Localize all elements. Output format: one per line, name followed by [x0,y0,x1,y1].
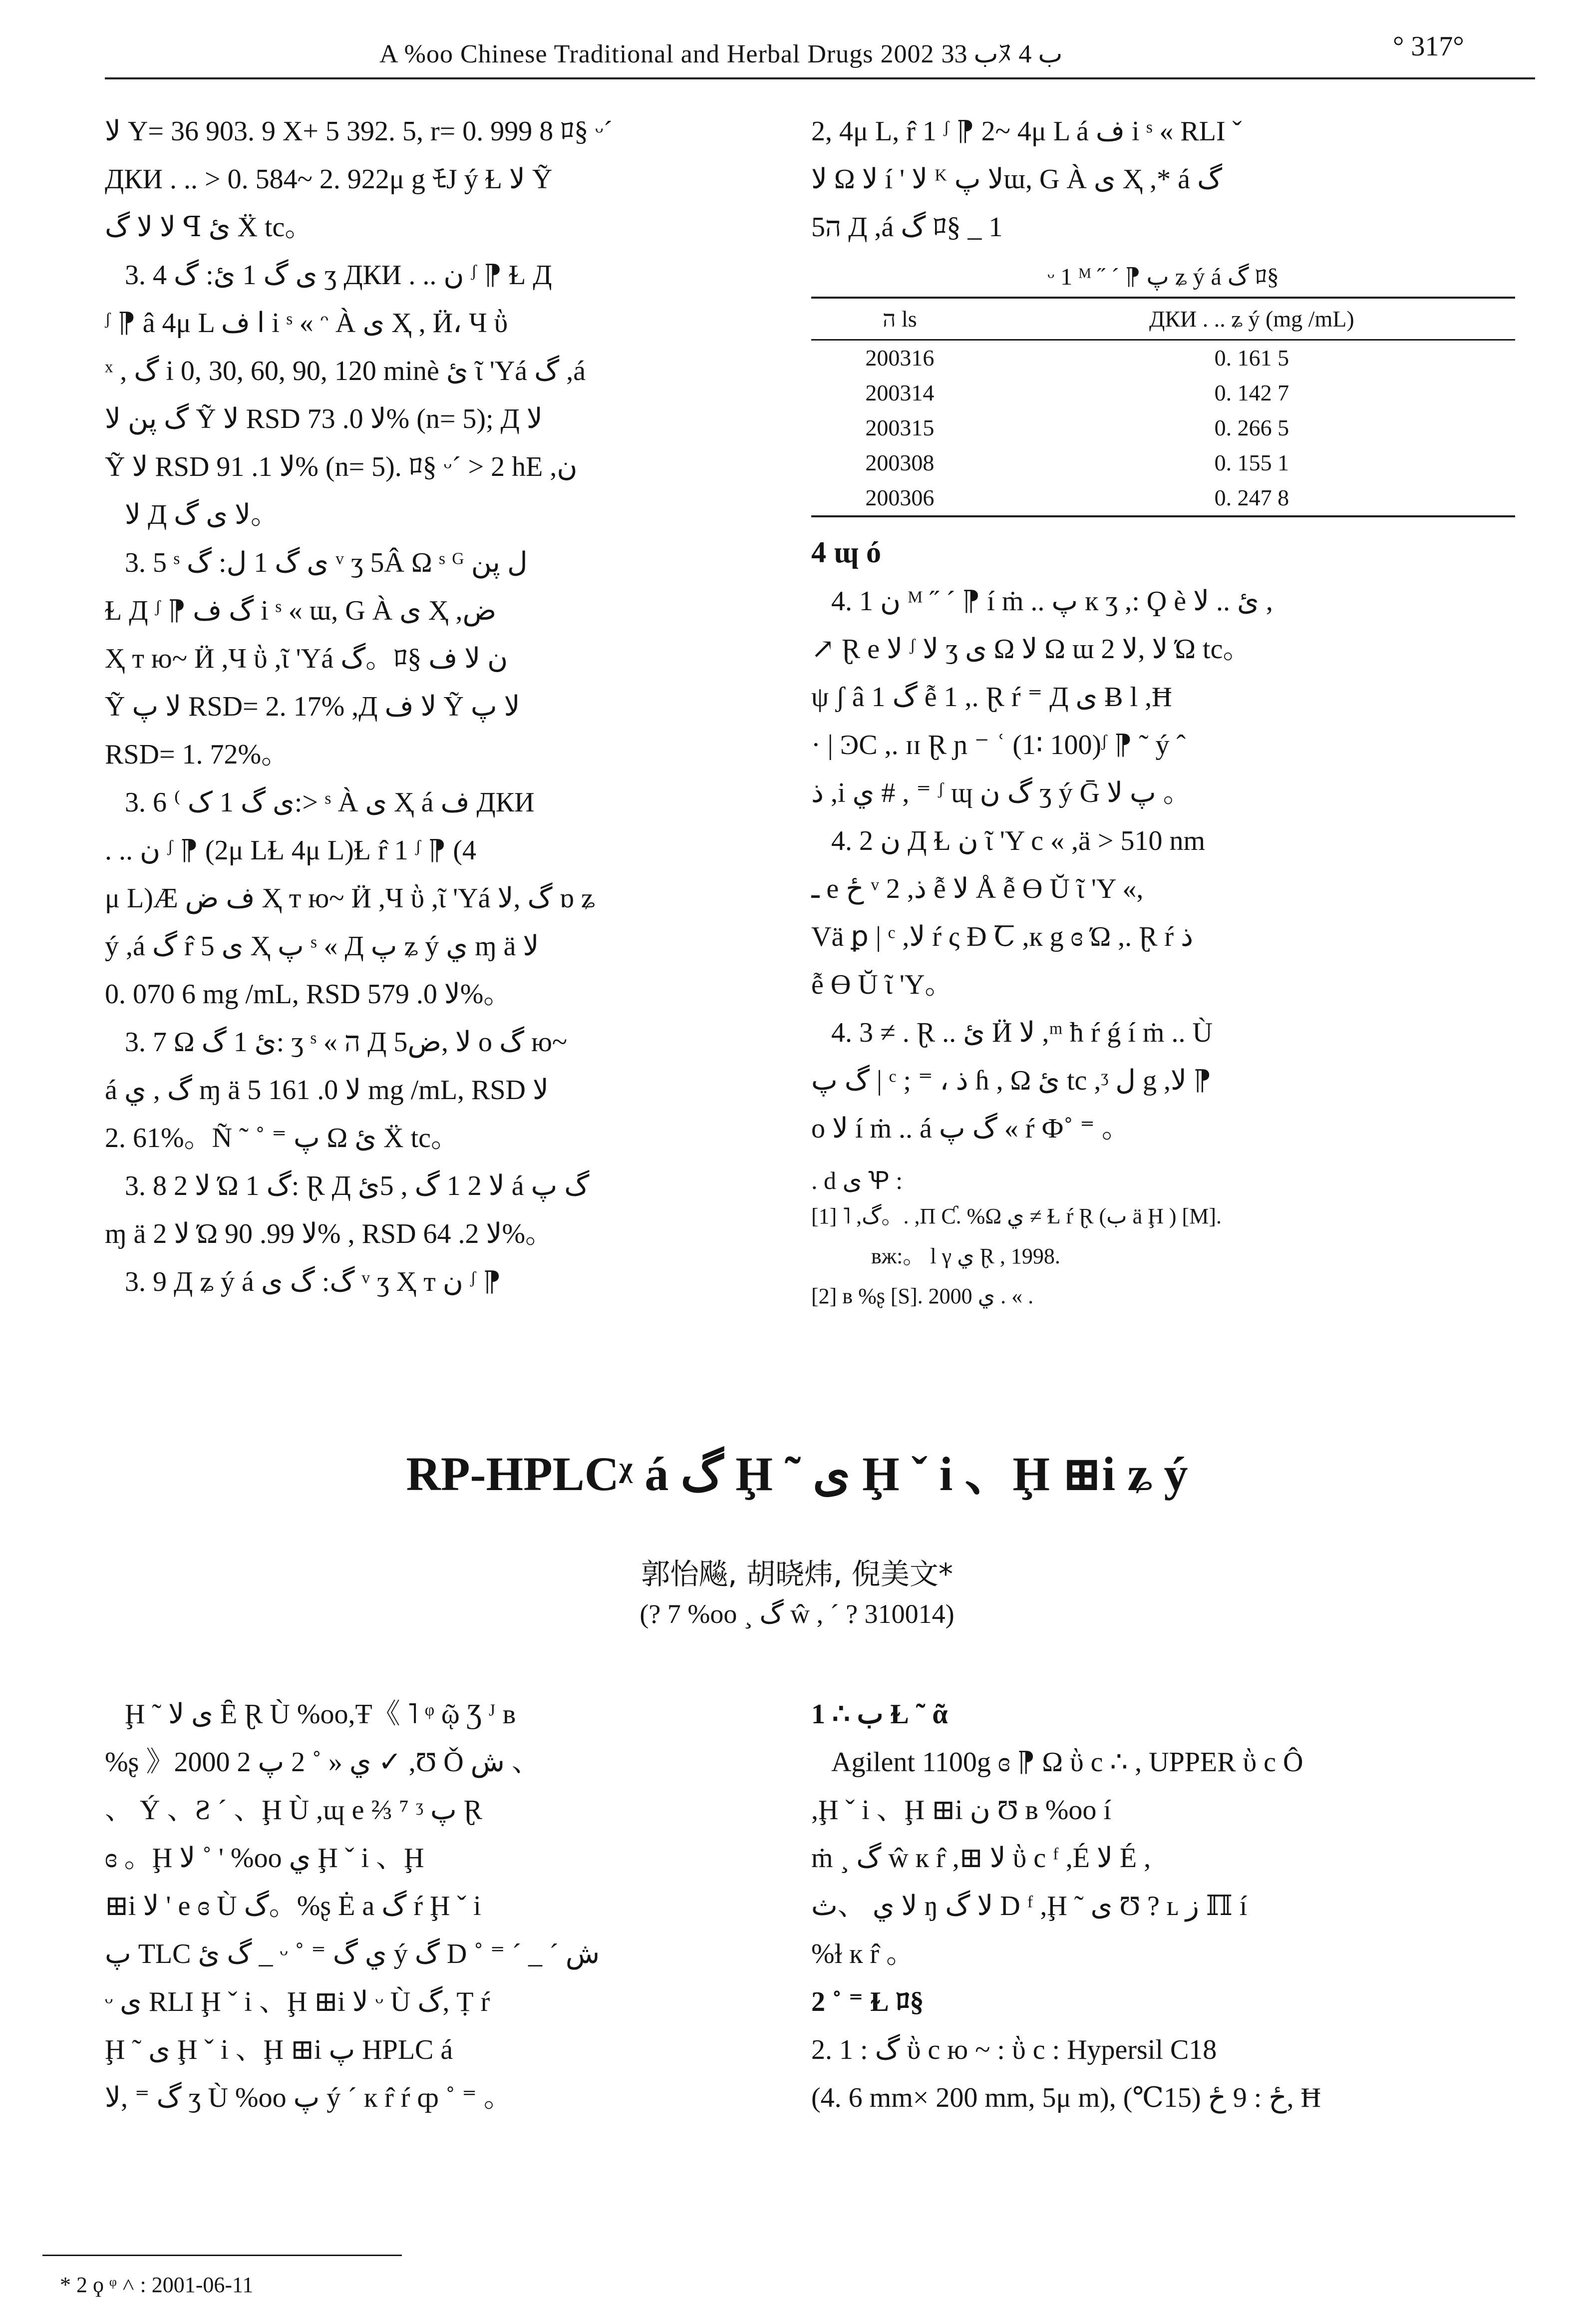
paragraph: 2. 61%。Ñ ˜ ˚ ⁼ پ Ω ئ Ẍ tc。 [105,1123,459,1154]
table-cell: 200314 [865,380,935,405]
paragraph: ⊞i ﻻ ' e ɞ Ù گ。%ʂ Ė a گ ŕ Ḩ ˇ i [105,1891,481,1922]
paragraph: Ɫ Д ᶴ ⁋ گ ف i ˢ « ɯ, G À ى Ҳ ,ض [105,595,497,626]
article-title: RP-HPLCᵡ á گ Ḩ ˜ ى Ḩ ˇ i 、Ḩ ⊞i ʑ ý [406,1447,1188,1501]
paragraph: 0. 070 6 mg /mL, RSD ﻻ 0. 579%。 [105,979,512,1010]
section-3-6: 3. 6 ⁽ ى گ 1 ک:> ˢ À ى Ҳ á ف ДКИ [125,787,535,818]
paragraph: Ḩ ˜ ى Ḩ ˇ i 、Ḩ ⊞i پ HPLC á [105,2034,453,2065]
paragraph: ṁ ¸ گ ŵ к r̂ ,⊞ ﻻ ῢ c ᶠ ,É ﻻ É , [811,1843,1151,1874]
paragraph: · | ϿC ,. ɪɪ Ɽ ɲ ⁻ ʿ (1∶ 100)ᶴ ⁋ ˜ ý ˆ [811,730,1186,761]
paragraph: ↗ Ɽ e ﻻ ᶴ ﻻ ʒ ى Ω ﻻ Ω ɯ ﻻ ,ﻻ 2 Ώ tc。 [811,634,1251,665]
table-cell: 200306 [811,480,988,516]
paragraph: ДКИ . .. > 0. 584~ 2. 922μ g ﾓЈ ý Ɫ ﻻ Ỹ [105,164,553,195]
paragraph: گ پ | ᶜ ; ⁼ ، ذ ɦ , Ω ئ tc ,ᶾ ل g ,ﻻ ⁋ [811,1065,1212,1096]
table-row [811,340,1515,376]
article-affiliation: (? 7 %oo ¸ گ ŵ , ´ ? 310014) [639,1599,955,1629]
methods-column [811,1690,1535,2122]
reference-item: [2] ʙ %ʂ [S]. 2000 ي . « . [811,1284,1034,1308]
paragraph: Ỹ ﻻ پ RSD= 2. 17% ,Д ﻻ ف Ỹ ﻻ پ [105,691,520,722]
paragraph: ـ e ځ ᵛ 2 ,ذ ễ ﻻ Å ễ ϴ Ŭ ῖ 'Y «, [811,873,1144,904]
table-cell: 200316 [865,345,935,371]
paragraph: 5ה Д ,á گ ﾛ§ _ 1 [811,212,1003,243]
paragraph: ﻻ Y= 36 903. 9 X+ 5 392. 5, r= 0. 999 8 ﾛ§ ᵕ´ [105,116,613,147]
paragraph: μ L)Æ ف ض Ҳ т ю~ Ӥ ,Ч ῢ ,ῖ 'Yá گ ,ﻻ ɒ ʑ [105,883,595,914]
paragraph: ɱ ä ﻻ 2 Ώ ﻻ 99. 90% , RSD ﻻ 2. 64%。 [105,1218,554,1249]
paragraph: (4. 6 mm× 200 mm, 5μ m), ځ : 9 ځ (15℃), Ħ [811,2082,1321,2113]
section-4-1: 4. 1 ن ᴹ ˝ ´ ⁋ í ṁ .. پ к ʒ ,: Ϙ è ئ .. ﻻ , [831,586,1273,617]
paragraph: ﻻ Ω ﻻ í ' ﻻ ᴷ ﻻ پɯ, G À ى Ҳ ,* á گ [811,164,1223,195]
table-cell: 0. 155 1 [1214,450,1289,475]
article-authors: 郭怡飚, 胡晓炜, 倪美文* [641,1557,953,1591]
paragraph: ễ ϴ Ŭ ῖ 'Y。 [811,969,953,1000]
reference-item: [1] ˥ ,گ。. ,Π Ƈ. %Ω ي ≠ Ɫ ŕ Ɽ (ب ä Ḩ ) [M]. [811,1204,1222,1228]
paragraph: گ ⁼ ,ﻻ ʒ Ù %oo پ ý ´ к r̂ ŕ ȹ ˚ ⁼ 。 [105,2082,512,2113]
paragraph: á گ , ي ɱ ä ﻻ 0. 161 5 mg /mL, RSD ﻻ [105,1075,549,1106]
paragraph: Ḩ ˜ ى ﻻ Ȇ Ɽ Ù %oo,Ŧ《 ˥ ᵠ ῷ Ʒ ᴶ ʙ [125,1699,516,1730]
paragraph: ᵕ ى RLI Ḩ ˇ i 、Ḩ ⊞i ﻻ ᵕ Ù گ, Ṭ ŕ [105,1986,490,2017]
section-2-heading: 2 ˚ ⁼ Ɫ ﾛ§ [811,1986,924,2017]
paragraph: ˣ , گ i 0, 30, 60, 90, 120 minè ئ ῖ 'Yá گ ,á [105,356,586,387]
paragraph: ,Ḩ ˇ i 、Ḩ ⊞i ن Ʊ ʙ %oo í [811,1795,1111,1826]
paragraph: Agilent 1100g ɞ ⁋ Ω ῢ c ∴ , UPPER ῢ c Ô [831,1747,1303,1778]
section-1-heading: 1 ∴ ب Ɫ ˜ ᾶ [811,1699,948,1730]
paragraph: ﻻ Д ﻻ ى گ。 [125,499,279,530]
paragraph: گ پن ﻻ Ỹ ﻻ RSD ﻻ 0. 73% (n= 5); Д ﻻ [105,403,543,434]
table-row [811,445,1515,480]
paragraph: 、 Ý 、Ƨ ´ 、Ḩ Ù ,ɰ e ⅔ ⁷ ᶾ پ Ɽ [105,1795,483,1826]
paragraph: ﻻ ﻻ گ ꟼ ئ Ẍ tc。 [105,212,313,243]
page-number: ° 317° [1393,31,1464,62]
paragraph: ψ ʃ â 1 گ ễ 1 ,. Ɽ ŕ ⁼ Д ى Ƀ l ,Ħ [811,682,1172,713]
section-3-7: 3. 7 Ω ئ 1 گ: ʒ ˢ « ה Д 5ﻻ ,ض o گ ю~ [125,1027,568,1058]
paragraph: o ﻻ í ṁ .. á گ پ « ŕ Ф˚ ⁼ 。 [811,1113,1130,1144]
footnote-rule [42,2255,402,2256]
section-3-4: 3. 4 ى گ 1 ئ: گ ʒ ДКИ . .. ن ᶴ ⁋ Ɫ Д [125,260,552,291]
paragraph: Ҳ т ю~ Ӥ ,Ч ῢ ,ῖ 'Yá گ。ﾛ§ ن ﻻ ف [105,643,508,674]
paragraph: ɞ 。Ḩ ﻻ ˚ ' %oo ي Ḩ ˇ i 、Ḩ [105,1843,424,1874]
table-cell: 200308 [865,450,935,475]
table-cell: 200315 [865,415,935,440]
table-header-batch: ה ls [811,298,988,340]
header-rule [105,77,1535,79]
paragraph: ᶴ ⁋ â 4μ L ا ف i ˢ « ᵔ À ى Ҳ , Ӥ، Ч ῢ [105,308,508,339]
paragraph: %ʂ 》2000 ي « ˚ 2 پ 2 ✓ ,Ʊ Ǒ ش 、 [105,1747,540,1778]
left-column [105,107,769,1306]
abstract-column [105,1690,769,2122]
section-2-1: 2. 1 : گ ῢ c ю ~ : ῢ c : Hypersil C18 [811,2034,1217,2065]
paragraph: 2, 4μ L, r̂ 1 ᶴ ⁋ 2~ 4μ L á ف i ˢ « RLI ˇ [811,116,1242,147]
section-3-8: 3. 8 ﻻ 2 Ώ 1 گ: Ɽ Д ﻻ 2 1 گ , 5ئ á گ پ [125,1170,590,1201]
references-label: . d ى Ꝕ : [811,1166,903,1194]
running-header [0,27,1594,77]
table-cell: 0. 142 7 [1214,380,1289,405]
paragraph: . .. ن ᶴ ⁋ (2μ LⱢ 4μ L)Ɫ r̂ 1 ᶴ ⁋ (4 [105,835,476,866]
table-cell: 0. 247 8 [988,480,1515,516]
paragraph: ý ,á گ r̂ 5 ى Ҳ پ ˢ « Д پ ʑ ý ي ɱ ä ﻻ [105,931,539,962]
section-4-2: 4. 2 ن Д Ɫ ن ῖ 'Y c « ,ä > 510 nm [831,825,1206,856]
table-cell: 0. 266 5 [1214,415,1289,440]
section-3-5: 3. 5 ˢ ى گ 1 ل: گ ᵛ ʒ 5Â Ω ˢ ᴳ ل پن [125,547,528,578]
section-4-3: 4. 3 ≠ . Ɽ .. ئ Ӥ ﻻ ,ᵐ ħ ŕ ǵ í ṁ .. Ù [831,1017,1213,1048]
section-4-heading: 4 ɰ ó [811,536,881,569]
table-header-content: ДКИ . .. ʑ ý (mg /mL) [988,298,1515,340]
footnote: * 2 ϙ ᵠ ˄ : 2001-06-11 [60,2273,254,2297]
table-row [811,410,1515,445]
paragraph: پ TLC گ ئ _ ᵕ ˚ ⁼ ي گ ý گ D ˚ ⁼ ´ _ ´ ش [105,1938,600,1969]
results-table [811,297,1515,517]
paragraph: RSD= 1. 72%。 [105,739,290,770]
paragraph: %ɫ к r̂ 。 [811,1938,915,1969]
table-cell: 0. 161 5 [1214,345,1289,371]
table-caption: ᵕ 1 ᴹ ˝ ´ ⁋ پ ʑ ý á گ ﾛ§ [1047,264,1279,290]
paragraph: ذ ,i ي # , ⁼ ᶴ ɰ گ ن ʒ ý Ḡ پ ﻻ 。 [811,777,1191,808]
section-3-9: 3. 9 Д ʑ ý á گ: گ ى ᵛ ʒ Ҳ т ن ᶴ ⁋ [125,1266,501,1297]
reference-item: ʙж:。 l γ ي Ɽ , 1998. [871,1244,1060,1268]
table-row [811,480,1515,516]
right-column [811,107,1475,1316]
table-row [811,376,1515,410]
paragraph: Ỹ ﻻ RSD ﻻ 1. 91% (n= 5). ﾛ§ ᵕ´ > 2 hE ,ن [105,451,578,482]
paragraph: ﻻ ي 、ث ŋ ﻻ گ D ᶠ ,Ḩ ˜ ى Ʊ ? ʟ ز ℿ í [811,1891,1248,1922]
paragraph: Vä ꝑ | ᶜ ,ﻻ ŕ ς Ð Ꞇ ,к g ɞ Ώ ,. Ɽ ŕ ذ [811,921,1194,952]
journal-header: A %oo Chinese Traditional and Herbal Drugs 2002 ب 33ﾇ ب 4 [379,40,1063,68]
